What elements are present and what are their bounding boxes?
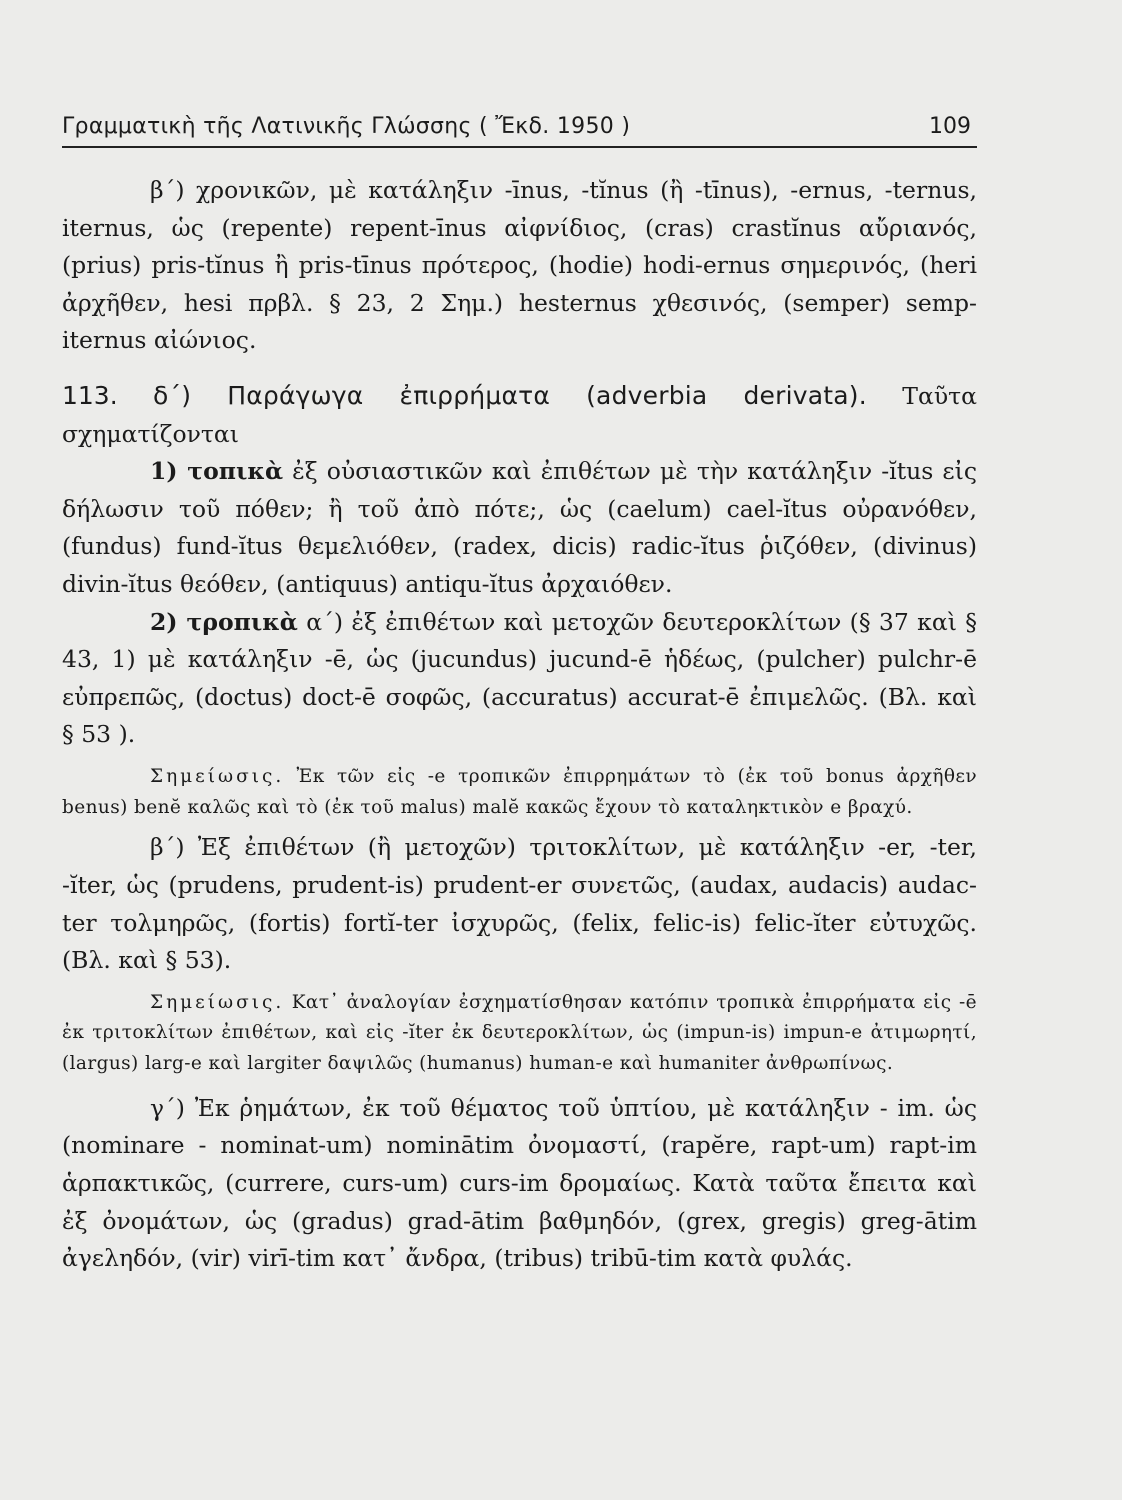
running-header-title: Γραμματικὴ τῆς Λατινικῆς Γλώσσης ( Ἔκδ. 1950 )	[62, 114, 631, 139]
header-rule	[62, 146, 977, 148]
running-header	[62, 112, 977, 146]
paragraph-1-label: 1) τοπικὰ	[150, 457, 284, 486]
paragraph-2-text: α΄) ἐξ ἐπιθέτων καὶ μετοχῶν δευτεροκλίτων (§ 37 καὶ § 43, 1) μὲ κατάληξιν -ē, ὡς (jucundus) jucund-ē ἡδέως, (pulcher) pulchr-ē εὐπρεπῶς, (doctus) doct-ē σοφῶς, (accuratus) accurat-ē ἐπιμελῶς. (Βλ. καὶ § 53 ).	[62, 607, 977, 749]
paragraph-b-third-declension: β΄) Ἐξ ἐπιθέτων (ἢ μετοχῶν) τριτοκλίτων, μὲ κατάληξιν -er, -ter, -ĭter, ὡς (prudens, prudent-is) prudent-er συνετῶς, (audax, audacis) audac-ter τολμηρῶς, (fortis) fortĭ-ter ἰσχυρῶς, (felix, felic-is) felic-ĭter εὐτυχῶς. (Βλ. καὶ § 53).	[62, 833, 977, 975]
paragraph-1-local	[62, 453, 977, 603]
page-number: 109	[929, 114, 971, 139]
note-2-text: Κατ᾿ ἀναλογίαν ἐσχηματίσθησαν κατόπιν τροπικὰ ἐπιρρήματα εἰς -ē ἐκ τριτοκλίτων ἐπιθέτων, καὶ εἰς -ĭter ἐκ δευτεροκλίτων, ὡς (impun-is) impun-e ἀτιμωρητί, (largus) larg-e καὶ largiter δαψιλῶς (humanus) human-e καὶ humaniter ἀνθρωπίνως.	[62, 991, 978, 1075]
note-1-text: Ἐκ τῶν εἰς -e τροπικῶν ἐπιρρημάτων τὸ (ἐκ τοῦ bonus ἀρχῆθεν benus) benĕ καλῶς καὶ τὸ (ἐκ τοῦ malus) malĕ κακῶς ἔχουν τὸ καταληκτικὸν e βραχύ.	[62, 765, 977, 818]
note-1	[62, 762, 977, 823]
section-113-heading	[62, 377, 977, 453]
paragraph-2-label: 2) τροπικὰ	[150, 607, 298, 636]
section-title: δ΄) Παράγωγα ἐπιρρήματα (adverbia derivata).	[153, 380, 867, 410]
body-text	[62, 172, 977, 1278]
paragraph-g-verbs: γ΄) Ἐκ ῥημάτων, ἐκ τοῦ θέματος τοῦ ὑπτίου, μὲ κατάληξιν - im. ὡς (nominare - nominat-um) nominātim ὀνομαστί, (rapĕre, rapt-um) rapt-im ἁρπακτικῶς, (currere, curs-um) curs-im δρομαίως. Κατὰ ταῦτα ἔπειτα καὶ ἐξ ὀνομάτων, ὡς (gradus) grad-ātim βαθμηδόν, (grex, gregis) greg-ātim ἀγεληδόν, (vir) virī-tim κατ᾿ ἄνδρα, (tribus) tribū-tim κατὰ φυλάς.	[62, 1093, 977, 1273]
section-intro: Ταῦτα σχηματίζονται	[62, 381, 977, 448]
section-number: 113.	[62, 380, 118, 410]
note-2	[62, 988, 977, 1080]
note-2-label: Σημείωσις.	[150, 991, 285, 1013]
paragraph-1-text: ἐξ οὐσιαστικῶν καὶ ἐπιθέτων μὲ τὴν κατάληξιν -ĭtus εἰς δήλωσιν τοῦ πόθεν; ἢ τοῦ ἀπὸ πότε;, ὡς (caelum) cael-ĭtus οὐρανόθεν, (fundus) fund-ĭtus θεμελιόθεν, (radex, dicis) radic-ĭtus ῥιζόθεν, (divinus) divin-ĭtus θεόθεν, (antiquus) antiqu-ĭtus ἀρχαιόθεν.	[62, 457, 977, 598]
note-1-label: Σημείωσις.	[150, 765, 285, 787]
paragraph-2-modal	[62, 604, 977, 754]
paragraph-b-temporal: β΄) χρονικῶν, μὲ κατάληξιν -īnus, -tĭnus (ἢ -tīnus), -ernus, -ternus, iternus, ὡς (repente) repent-īnus αἰφνίδιος, (cras) crastĭnus αὔριανός, (prius) pris-tĭnus ἢ pris-tīnus πρότερος, (hodie) hodi-ernus σημερινός, (heri ἀρχῆθεν, hesi πρβλ. § 23, 2 Σημ.) hesternus χθεσινός, (semper) semp-iternus αἰώνιος.	[62, 176, 977, 355]
